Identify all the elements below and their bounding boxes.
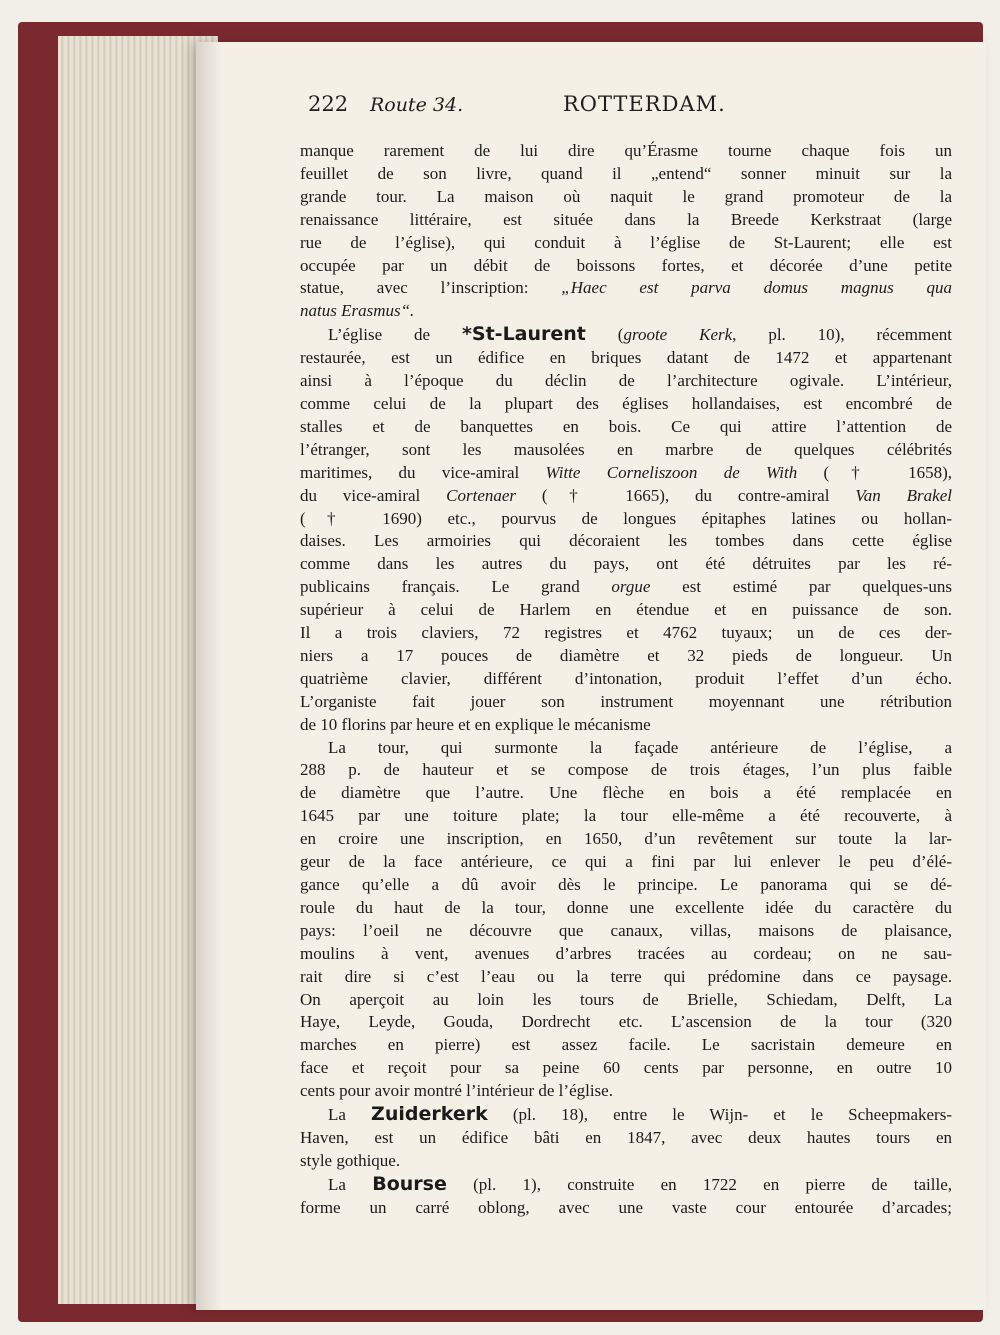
italic-run: Witte Corneliszoon de With [545,462,798,482]
italic-run: Cortenaer [446,485,517,505]
text-run: renaissance littéraire, est située dans la Breede Kerkstraat (large [300,209,952,229]
text-line [300,209,952,232]
city-title: ROTTERDAM. [563,92,726,116]
text-line [300,805,952,828]
text-line [300,1197,952,1220]
place-name: *St-Laurent [461,323,586,346]
text-run: comme celui de la plupart des églises hollandaises, est encombré de [300,393,952,413]
text-run: grande tour. La maison où naquit le grand promoteur de la [300,186,952,206]
text-line [300,140,952,163]
text-run: style gothique. [300,1150,401,1170]
text-line [300,1034,952,1057]
text-line [300,759,952,782]
text-line [300,553,952,576]
text-run: stalles et de banquettes en bois. Ce qui attire l’attention de [300,416,952,436]
text-run: feuillet de son livre, quand il „entend“ sonner minuit sur la [300,163,952,183]
text-line [300,232,952,255]
text-line [300,622,952,645]
text-line [300,416,952,439]
text-run: rue de l’église), qui conduit à l’église de St-Laurent; elle est [300,232,952,252]
text-run: Il a trois claviers, 72 registres et 4762 tuyaux; un de ces der- [300,623,952,643]
text-run: niers a 17 pouces de diamètre et 32 pieds de longueur. Un [300,645,952,665]
text-run: de 10 florins par heure et en explique le mécanisme [300,714,651,734]
text-line [300,347,952,370]
text-run: L’organiste fait jouer son instrument moyennant une rétribution [300,691,952,711]
text-run: (pl. 18), entre le Wijn- et le Scheepmakers- [487,1105,952,1125]
text-line [300,1011,952,1034]
text-run: restaurée, est un édifice en briques datant de 1472 et appartenant [300,348,952,368]
book-page [196,42,986,1310]
italic-run: „Haec est parva domus magnus qua [561,278,952,298]
text-run: La [328,1105,372,1125]
text-run: rait dire si c’est l’eau ou la terre qui prédomine dans ce paysage. [300,966,952,986]
text-run: († 1658), [797,462,952,482]
text-run: († 1690) etc., pourvus de longues épitaphes latines ou hollan- [300,508,952,528]
text-run: l’étranger, sont les mausolées en marbre de quelques célébrités [300,439,952,459]
text-run: de diamètre que l’autre. Une flèche en bois a été remplacée en [300,783,952,803]
text-line [300,920,952,943]
text-line [300,645,952,668]
text-line [300,714,952,737]
text-run: moulins à vent, avenues d’arbres tracées au cordeau; on ne sau- [300,943,952,963]
text-run: occupée par un débit de boissons fortes, et décorée d’une petite [300,255,952,275]
text-line [300,186,952,209]
text-run: La tour, qui surmonte la façade antérieure de l’église, a [328,737,952,757]
text-line [300,989,952,1012]
text-run: du vice-amiral [300,485,447,505]
text-line [300,782,952,805]
text-line [300,462,952,485]
text-run: La [328,1174,373,1194]
text-line [300,485,952,508]
text-line [300,691,952,714]
page-edges [58,36,218,1304]
text-line [300,828,952,851]
text-run: (pl. 1), construite en 1722 en pierre de taille, [446,1174,952,1194]
text-line [300,300,952,323]
text-run: quatrième clavier, différent d’intonation, produit l’effet d’un écho. [300,668,952,688]
text-run: L’église de [328,325,462,345]
text-line [300,393,952,416]
text-run: statue, avec l’inscription: [300,278,562,298]
text-run: daises. Les armoiries qui décoraient les tombes dans cette église [300,531,952,551]
body-text [300,140,952,1220]
text-line [300,1127,952,1150]
text-line [300,897,952,920]
italic-run: Van Brakel [855,485,952,505]
text-line [300,163,952,186]
text-line [300,966,952,989]
text-line [300,508,952,531]
text-run: pays: l’oeil ne découvre que canaux, villas, maisons de plaisance, [300,920,952,940]
text-line [300,323,952,347]
text-run: comme dans les autres du pays, ont été détruites par les ré- [300,554,952,574]
text-line [300,737,952,760]
text-line [300,874,952,897]
text-run: maritimes, du vice-amiral [300,462,546,482]
text-line [300,277,952,300]
italic-run: natus Erasmus“. [300,301,415,321]
text-run: ainsi à l’époque du déclin de l’architecture ogivale. L’intérieur, [300,371,952,391]
text-line [300,1057,952,1080]
text-line [300,851,952,874]
italic-run: groote Kerk [623,325,733,345]
text-run: († 1665), du contre-amiral [516,485,856,505]
text-run: ( [585,325,624,345]
text-run: Haye, Leyde, Gouda, Dordrecht etc. L’ascension de la tour (320 [300,1012,952,1032]
text-run: 288 p. de hauteur et se compose de trois étages, l’un plus faible [300,760,952,780]
text-run: manque rarement de lui dire qu’Érasme tourne chaque fois un [300,141,952,160]
text-run: publicains français. Le grand [300,577,612,597]
text-line [300,255,952,278]
text-run: , pl. 10), récemment [732,325,952,345]
text-line [300,439,952,462]
text-run: en croire une inscription, en 1650, d’un revêtement sur toute la lar- [300,829,952,849]
text-run: On aperçoit au loin les tours de Brielle, Schiedam, Delft, La [300,989,952,1009]
text-run: marches en pierre) est assez facile. Le sacristain demeure en [300,1035,952,1055]
page-gutter-shadow [196,42,222,1310]
page-number: 222 [308,92,349,116]
text-run: Haven, est un édifice bâti en 1847, avec deux hautes tours en [300,1127,952,1147]
text-run: cents pour avoir montré l’intérieur de l’église. [300,1081,613,1101]
text-run: geur de la face antérieure, ce qui a fini par lui enlever le peu d’élé- [300,852,952,872]
text-line [300,1080,952,1103]
place-name: Zuiderkerk [371,1103,488,1126]
text-run: roule du haut de la tour, donne une excellente idée du caractère du [300,897,952,917]
italic-run: orgue [611,577,651,597]
place-name: Bourse [372,1172,447,1195]
text-line [300,668,952,691]
text-line [300,1173,952,1197]
text-run: face et reçoit pour sa peine 60 cents par personne, en outre 10 [300,1058,952,1078]
text-run: forme un carré oblong, avec une vaste cour entourée d’arcades; [300,1197,952,1217]
text-line [300,943,952,966]
text-line [300,370,952,393]
text-run: supérieur à celui de Harlem en étendue et en puissance de son. [300,600,952,620]
route-label: Route 34. [370,94,464,116]
text-run: gance qu’elle a dû avoir dès le principe. Le panorama qui se dé- [300,875,952,894]
text-line [300,1103,952,1127]
text-line [300,599,952,622]
text-run: 1645 par une toiture plate; la tour elle-même a été recouverte, à [300,806,952,826]
text-line [300,1150,952,1173]
text-run: est estimé par quelques-uns [650,577,952,597]
text-line [300,530,952,553]
text-line [300,576,952,599]
